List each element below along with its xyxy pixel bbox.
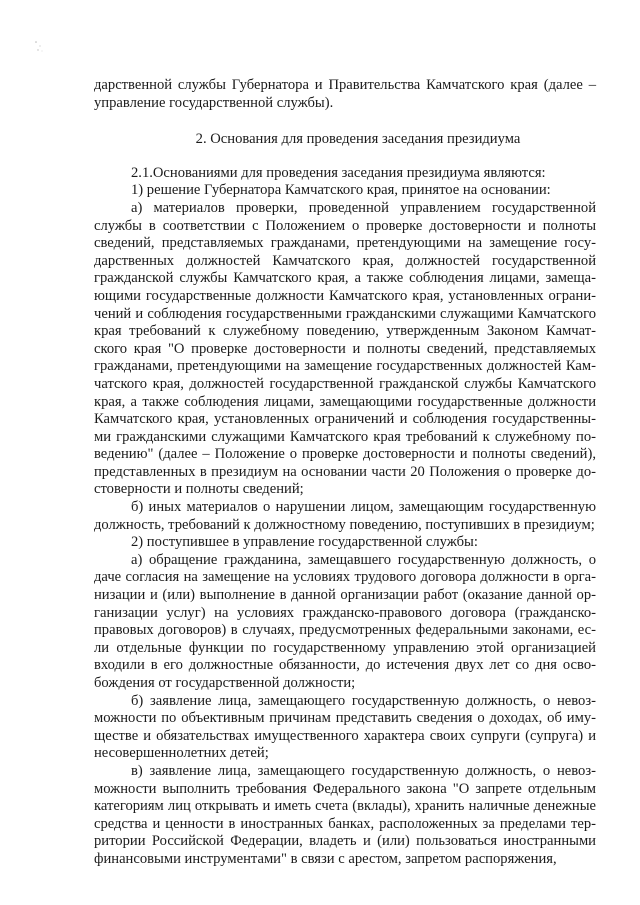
paragraph-item-2b: б) заявление лица, замещающего государственную должность, о невозможности по объективным причинам представить сведения о доходах, об имуществе и обязательствах имущественного характера своих супруги (супруга) и несовершеннолетних детей; [94,692,596,762]
paragraph-item-1: 1) решение Губернатора Камчатского края, принятое на основании: [131,182,551,199]
scan-smudge [28,36,48,56]
paragraph-2-1: 2.1.Основаниями для проведения заседания президиума являются: [131,164,546,181]
paragraph-item-1a: а) материалов проверки, проведенной управлением государственной службы в соответствии с Положением о проверке достоверности и полноты сведений, представляемых гражданами, претендующими на замещение государственных должностей Камчатского края, должностей государственной гражданской службы Камчатского края, а также соблюдения лицами, замещающими государственные должности Камчатского края, установленных ограничений и соблюдения государственными гражданскими служащими Камчатского края требований к служебному поведению, утвержденным Законом Камчатского края "О проверке достоверности и полноты сведений, представляемых гражданами, претендующими на замещение государственных должностей Камчатского края, должностей государственной гражданской службы Камчатского края, а также соблюдения лицами, замещающими государственные должности Камчатского края, установленных ограничений и соблюдения государственными гражданскими служащими Камчатского края требований к служебному поведению" (далее – Положение о проверке достоверности и полноты сведений), представленных в президиум на основании части 20 Положения о проверке достоверности и полноты сведений; [94,199,596,498]
document-body [94,77,596,869]
paragraph-item-2: 2) поступившее в управление государственной службы: [131,534,478,551]
paragraph-item-1b: б) иных материалов о нарушении лицом, замещающим государственную должность, требований к должностному поведению, поступивших в президиум; [94,499,596,533]
section-heading: 2. Основания для проведения заседания президиума [195,131,521,148]
paragraph-item-2a: а) обращение гражданина, замещавшего государственную должность, о даче согласия на замещение на условиях трудового договора должности в организации и (или) выполнение в данной организации работ (оказание данной организации услуг) на условиях гражданско-правового договора (гражданско-правовых договоров) в случаях, предусмотренных федеральными законами, если отдельные функции по государственному управлению этой организацией входили в его должностные обязанности, до истечения двух лет со дня освобождения от государственной должности; [94,551,596,691]
paragraph-item-2v: в) заявление лица, замещающего государственную должность, о невозможности выполнить требования Федерального закона "О запрете отдельным категориям лиц открывать и иметь счета (вклады), хранить наличные денежные средства и ценности в иностранных банках, расположенных за пределами территории Российской Федерации, владеть и (или) пользоваться иностранными финансовыми инструментами" в связи с арестом, запретом распоряжения, [94,762,596,867]
intro-paragraph: дарственной службы Губернатора и Правительства Камчатского края (далее – управление государственной службы). [94,77,596,111]
